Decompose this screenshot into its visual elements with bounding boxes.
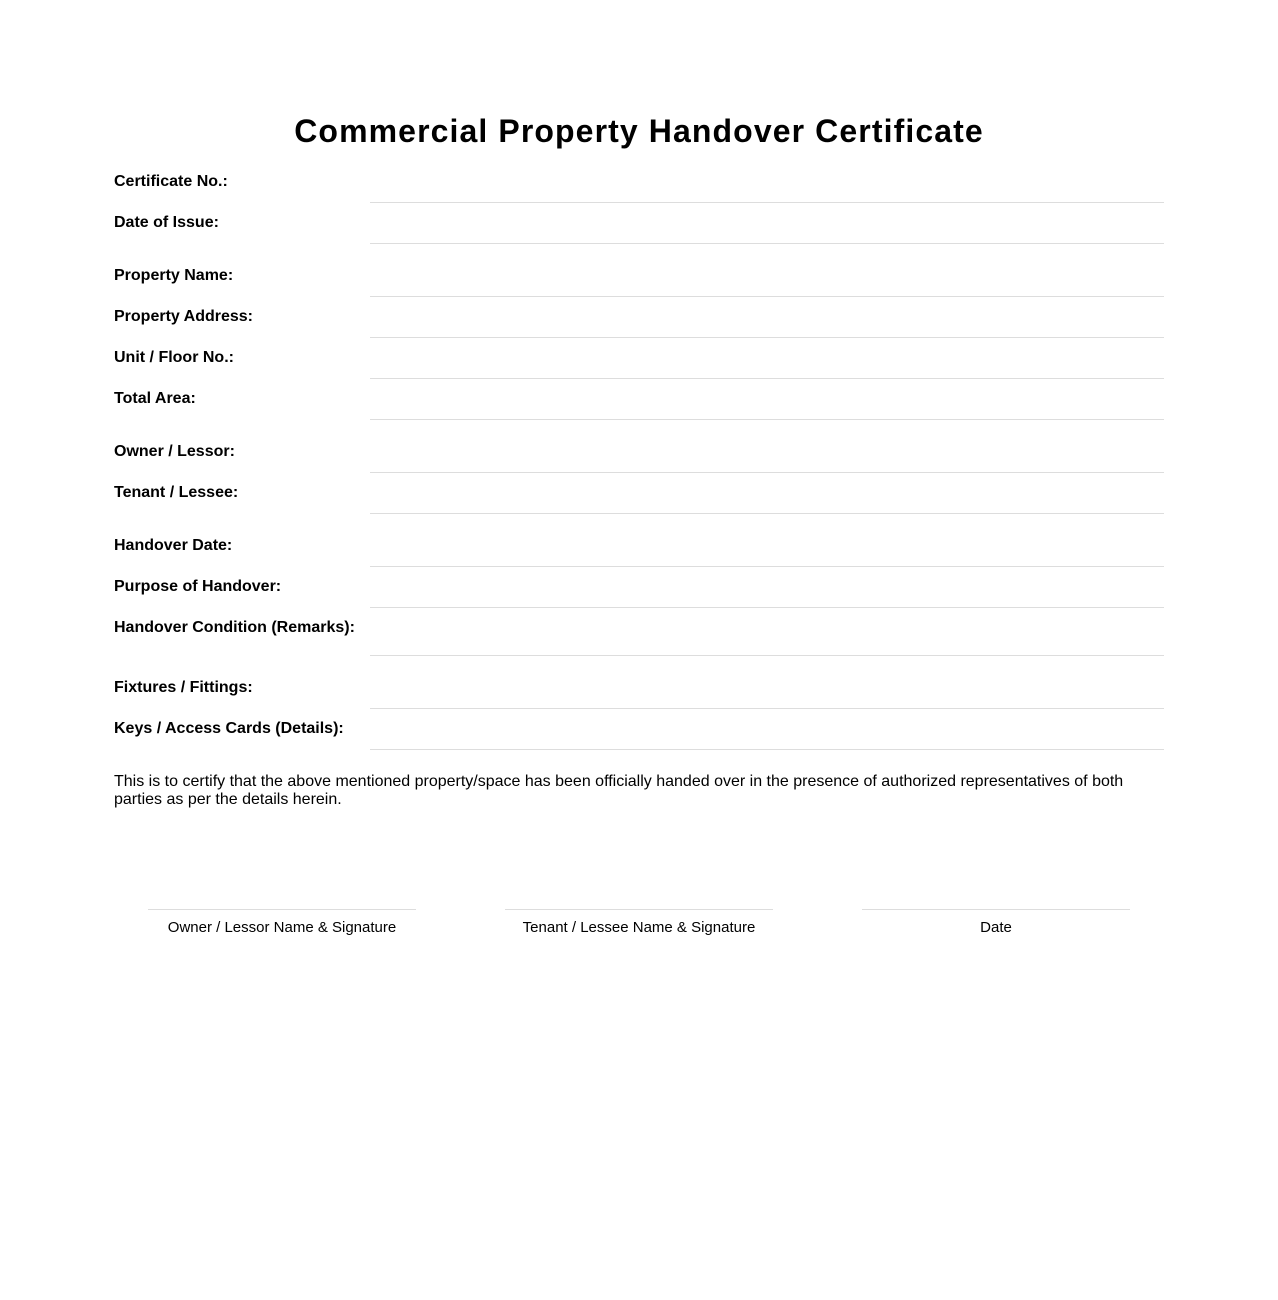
field-row-fixtures bbox=[114, 668, 1164, 709]
field-label: Total Area: bbox=[114, 390, 196, 407]
field-label: Purpose of Handover: bbox=[114, 578, 282, 595]
unit-floor-field[interactable] bbox=[370, 338, 1164, 379]
field-label: Unit / Floor No.: bbox=[114, 349, 234, 366]
field-row-unit-floor bbox=[114, 338, 1164, 379]
certificate-info-group bbox=[114, 162, 1164, 244]
document-title: Commercial Property Handover Certificate bbox=[294, 113, 984, 149]
property-info-group bbox=[114, 256, 1164, 420]
certification-statement: This is to certify that the above mentioned property/space has been officially handed over in the presence of authorized representatives of both parties as per the details herein. bbox=[114, 773, 1124, 808]
field-label: Owner / Lessor: bbox=[114, 443, 235, 460]
field-row-property-name bbox=[114, 256, 1164, 297]
fields-section bbox=[114, 162, 1164, 762]
tenant-lessee-field[interactable] bbox=[370, 473, 1164, 514]
tenant-signature-block[interactable]: Tenant / Lessee Name & Signature bbox=[505, 909, 773, 937]
field-row-date-of-issue bbox=[114, 203, 1164, 244]
property-address-field[interactable] bbox=[370, 297, 1164, 338]
fixtures-fittings-field[interactable] bbox=[370, 668, 1164, 709]
field-label: Tenant / Lessee: bbox=[114, 484, 239, 501]
field-label: Handover Condition (Remarks): bbox=[114, 619, 355, 636]
field-row-keys bbox=[114, 709, 1164, 750]
field-label: Keys / Access Cards (Details): bbox=[114, 720, 344, 737]
field-row-property-address bbox=[114, 297, 1164, 338]
date-signature-block[interactable]: Date bbox=[862, 909, 1130, 937]
purpose-field[interactable] bbox=[370, 567, 1164, 608]
owner-lessor-field[interactable] bbox=[370, 432, 1164, 473]
field-row-condition bbox=[114, 608, 1164, 656]
parties-group bbox=[114, 432, 1164, 514]
field-label: Certificate No.: bbox=[114, 173, 228, 190]
field-label: Handover Date: bbox=[114, 537, 233, 554]
field-label: Property Name: bbox=[114, 267, 234, 284]
total-area-field[interactable] bbox=[370, 379, 1164, 420]
handover-group bbox=[114, 526, 1164, 656]
property-name-field[interactable] bbox=[370, 256, 1164, 297]
keys-access-cards-field[interactable] bbox=[370, 709, 1164, 750]
fixtures-keys-group bbox=[114, 668, 1164, 750]
field-row-total-area bbox=[114, 379, 1164, 420]
field-row-handover-date bbox=[114, 526, 1164, 567]
condition-remarks-field[interactable] bbox=[370, 608, 1164, 656]
field-label: Property Address: bbox=[114, 308, 253, 325]
field-label: Fixtures / Fittings: bbox=[114, 679, 253, 696]
date-of-issue-field[interactable] bbox=[370, 203, 1164, 244]
field-row-owner-lessor bbox=[114, 432, 1164, 473]
field-row-tenant-lessee bbox=[114, 473, 1164, 514]
signature-section bbox=[148, 909, 1130, 937]
field-row-certificate-no bbox=[114, 162, 1164, 203]
certificate-no-field[interactable] bbox=[370, 162, 1164, 203]
field-label: Date of Issue: bbox=[114, 214, 219, 231]
owner-signature-block[interactable]: Owner / Lessor Name & Signature bbox=[148, 909, 416, 937]
handover-date-field[interactable] bbox=[370, 526, 1164, 567]
field-row-purpose bbox=[114, 567, 1164, 608]
